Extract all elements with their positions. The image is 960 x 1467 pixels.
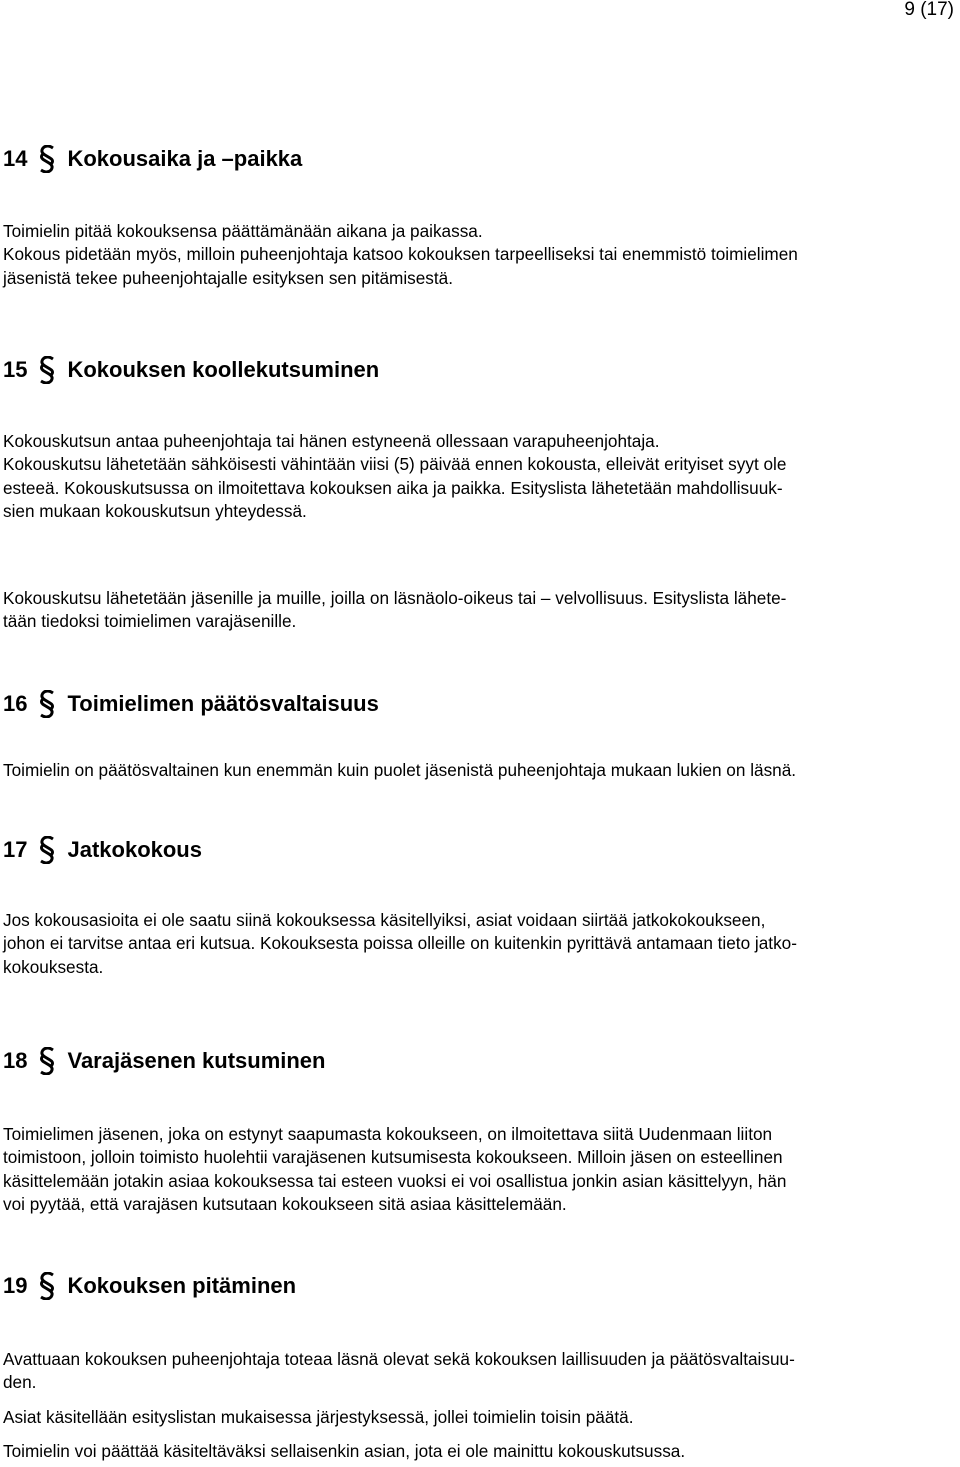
section-18-heading: [3, 1047, 325, 1075]
section-number: 16: [3, 691, 28, 716]
section-sign-icon: [37, 1272, 57, 1300]
section-number: 15: [3, 357, 28, 382]
section-number: 17: [3, 837, 28, 862]
section-15-paragraph-1: Kokouskutsun antaa puheenjohtaja tai hänen estyneenä ollessaan varapuheenjohtaja. Kokouskutsu lähetetään sähköisesti vähintään viisi (5) päivää ennen kokousta, elleivät erityiset syyt ole esteeä. Kokouskutsussa on ilmoitettava kokouksen aika ja paikka. Esityslista lähetetään mahdollisuuk- sien mukaan kokouskutsun yhteydessä.: [3, 431, 787, 522]
section-19-paragraph-3: Toimielin voi päättää käsiteltäväksi sellaisenkin asian, jota ei ole mainittu kokouskutsussa.: [3, 1441, 686, 1461]
section-title: Varajäsenen kutsuminen: [67, 1048, 326, 1073]
section-17-paragraph-1: Jos kokousasioita ei ole saatu siinä kokouksessa käsitellyiksi, asiat voidaan siirtää jatkokokoukseen, johon ei tarvitse antaa eri kutsua. Kokouksesta poissa olleille on kuitenkin pyrittävä antamaan tieto jatko- kokouksesta.: [3, 910, 797, 977]
section-19-paragraph-1: Avattuaan kokouksen puheenjohtaja toteaa läsnä olevat sekä kokouksen laillisuuden ja päätösvaltaisuu- den.: [3, 1349, 795, 1393]
section-18-paragraph-1: Toimielimen jäsenen, joka on estynyt saapumasta kokoukseen, on ilmoitettava siitä Uudenmaan liiton toimistoon, jolloin toimisto huolehtii varajäsenen kutsumisesta kokoukseen. Milloin jäsen on esteellinen käsittelemään jotakin asiaa kokouksessa tai esteen vuoksi ei voi osallistua jonkin asian käsittelyyn, hän voi pyytää, että varajäsen kutsutaan kokoukseen sitä asiaa käsittelemään.: [3, 1124, 787, 1215]
section-sign-icon: [37, 836, 57, 864]
section-title: Jatkokokous: [67, 837, 202, 862]
section-number: 18: [3, 1048, 28, 1073]
page-number: 9 (17): [904, 0, 954, 20]
section-title: Kokouksen koollekutsuminen: [67, 357, 380, 382]
section-title: Toimielimen päätösvaltaisuus: [67, 691, 379, 716]
section-number: 19: [3, 1273, 28, 1298]
section-17-heading: [3, 836, 202, 864]
section-number: 14: [3, 146, 28, 171]
section-19-paragraph-2: Asiat käsitellään esityslistan mukaisessa järjestyksessä, jollei toimielin toisin päätä.: [3, 1407, 634, 1427]
section-title: Kokouksen pitäminen: [67, 1273, 297, 1298]
section-sign-icon: [37, 145, 57, 173]
section-15-paragraph-2: Kokouskutsu lähetetään jäsenille ja muille, joilla on läsnäolo-oikeus tai – velvollisuus. Esityslista lähete- tään tiedoksi toimielimen varajäsenille.: [3, 588, 787, 632]
section-19-heading: [3, 1272, 296, 1300]
section-14-paragraph-1: Toimielin pitää kokouksensa päättämänään aikana ja paikassa. Kokous pidetään myös, milloin puheenjohtaja katsoo kokouksen tarpeelliseksi tai enemmistö toimielimen jäsenistä tekee puheenjohtajalle esityksen sen pitämisestä.: [3, 221, 798, 288]
section-sign-icon: [37, 1047, 57, 1075]
section-sign-icon: [37, 356, 57, 384]
section-16-paragraph-1: Toimielin on päätösvaltainen kun enemmän kuin puolet jäsenistä puheenjohtaja mukaan lukien on läsnä.: [3, 760, 797, 780]
section-title: Kokousaika ja –paikka: [67, 146, 303, 171]
section-14-heading: [3, 145, 302, 173]
section-sign-icon: [37, 690, 57, 718]
section-16-heading: [3, 690, 379, 718]
section-15-heading: [3, 356, 379, 384]
